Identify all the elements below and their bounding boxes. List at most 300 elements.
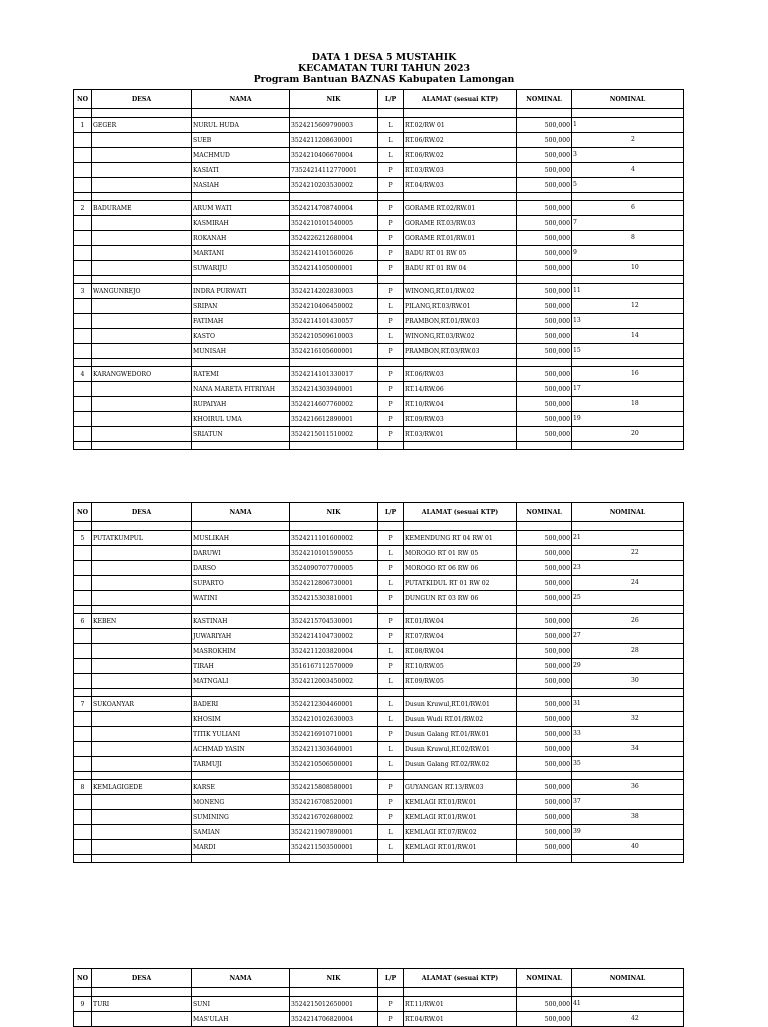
nominal-index: 42 (631, 1015, 639, 1022)
table-row (74, 614, 684, 629)
cell-lp: L (378, 299, 404, 314)
nominal-index: 24 (631, 579, 639, 586)
cell-no (74, 629, 92, 644)
cell-nominal: 500,000 (517, 284, 572, 299)
cell-nominal-index (572, 299, 684, 314)
table-row (74, 246, 684, 261)
cell-nama: ACHMAD YASIN (192, 742, 290, 757)
cell-no (74, 163, 92, 178)
nominal-index: 23 (573, 564, 581, 571)
cell-desa (92, 591, 192, 606)
cell-nik: 3524210406670004 (290, 148, 378, 163)
table-row (74, 344, 684, 359)
cell-no: 8 (74, 780, 92, 795)
column-header: NOMINAL (572, 503, 684, 522)
cell-nik: 3524214101560026 (290, 246, 378, 261)
table-row (74, 840, 684, 855)
cell-desa (92, 382, 192, 397)
cell-nominal: 500,000 (517, 674, 572, 689)
table-row (74, 997, 684, 1012)
cell-nik: 3524090707700005 (290, 561, 378, 576)
cell-nik: 3524216708520001 (290, 795, 378, 810)
nominal-index: 10 (631, 264, 639, 271)
cell-no (74, 644, 92, 659)
cell-alamat: RT.09/RW.05 (404, 674, 517, 689)
nominal-index: 34 (631, 745, 639, 752)
cell-nik: 3524215011510002 (290, 427, 378, 442)
table-row (74, 148, 684, 163)
cell-lp: L (378, 825, 404, 840)
cell-nik: 3524214202830003 (290, 284, 378, 299)
header-row (74, 503, 684, 522)
cell-lp: P (378, 412, 404, 427)
cell-lp: P (378, 284, 404, 299)
table-row (74, 261, 684, 276)
column-header: NAMA (192, 90, 290, 109)
cell-desa: KARANGWEDORO (92, 367, 192, 382)
cell-alamat: RT.07/RW.04 (404, 629, 517, 644)
cell-no (74, 178, 92, 193)
cell-alamat: RT.06/RW.03 (404, 367, 517, 382)
cell-desa (92, 1012, 192, 1027)
cell-lp: L (378, 697, 404, 712)
cell-nik: 3524210406450002 (290, 299, 378, 314)
column-header: NOMINAL (572, 90, 684, 109)
nominal-index: 4 (631, 166, 635, 173)
cell-no (74, 148, 92, 163)
cell-desa (92, 576, 192, 591)
table-row (74, 629, 684, 644)
cell-no (74, 712, 92, 727)
cell-lp: L (378, 546, 404, 561)
cell-desa (92, 178, 192, 193)
cell-lp: P (378, 163, 404, 178)
table-row (74, 201, 684, 216)
cell-nominal-index (572, 231, 684, 246)
column-header: L/P (378, 969, 404, 988)
nominal-index: 32 (631, 715, 639, 722)
cell-nominal: 500,000 (517, 367, 572, 382)
cell-alamat: PRAMBON,RT.01/RW.03 (404, 314, 517, 329)
cell-nominal: 500,000 (517, 178, 572, 193)
cell-alamat: PUTATKIDUL RT 01 RW 02 (404, 576, 517, 591)
cell-no (74, 1012, 92, 1027)
cell-nik: 3524211203820004 (290, 644, 378, 659)
cell-desa (92, 742, 192, 757)
cell-nama: KARSE (192, 780, 290, 795)
cell-lp: L (378, 757, 404, 772)
nominal-index: 19 (573, 415, 581, 422)
cell-desa: TURI (92, 997, 192, 1012)
cell-no (74, 261, 92, 276)
cell-nama: SUEB (192, 133, 290, 148)
column-header: NO (74, 969, 92, 988)
cell-alamat: WINONG,RT.03/RW.02 (404, 329, 517, 344)
cell-nama: SRIATUN (192, 427, 290, 442)
cell-lp: P (378, 780, 404, 795)
cell-nominal-index (572, 712, 684, 727)
cell-lp: P (378, 314, 404, 329)
cell-alamat: RT.14/RW.06 (404, 382, 517, 397)
cell-no: 2 (74, 201, 92, 216)
cell-no (74, 314, 92, 329)
cell-nik: 3524212304460001 (290, 697, 378, 712)
cell-no (74, 382, 92, 397)
cell-no (74, 216, 92, 231)
nominal-index: 12 (631, 302, 639, 309)
cell-alamat: DUNGUN RT 03 RW 06 (404, 591, 517, 606)
column-header: NO (74, 503, 92, 522)
cell-nominal-index (572, 216, 684, 231)
cell-nama: MUNISAH (192, 344, 290, 359)
nominal-index: 39 (573, 828, 581, 835)
table-row (74, 231, 684, 246)
data-table-2 (73, 502, 684, 863)
table-row (74, 727, 684, 742)
spacer-row (74, 276, 684, 284)
cell-desa: GEGER (92, 118, 192, 133)
cell-nama: KHOSIM (192, 712, 290, 727)
cell-no (74, 329, 92, 344)
cell-no: 6 (74, 614, 92, 629)
cell-nama: FATIMAH (192, 314, 290, 329)
nominal-index: 25 (573, 594, 581, 601)
cell-nama: KASIATI (192, 163, 290, 178)
column-header: NAMA (192, 969, 290, 988)
cell-nik: 3524216910710001 (290, 727, 378, 742)
cell-nama: NURUL HUDA (192, 118, 290, 133)
cell-nik: 3524210506500001 (290, 757, 378, 772)
cell-nominal: 500,000 (517, 531, 572, 546)
cell-nik: 3524215808580001 (290, 780, 378, 795)
cell-nama: JUWARIYAH (192, 629, 290, 644)
cell-nominal: 500,000 (517, 314, 572, 329)
cell-lp: P (378, 561, 404, 576)
table-row (74, 382, 684, 397)
cell-desa (92, 674, 192, 689)
nominal-index: 27 (573, 632, 581, 639)
table-row (74, 118, 684, 133)
cell-nama: MONENG (192, 795, 290, 810)
cell-nominal: 500,000 (517, 261, 572, 276)
column-header: DESA (92, 503, 192, 522)
table-row (74, 1012, 684, 1027)
cell-nominal: 500,000 (517, 299, 572, 314)
table-row (74, 412, 684, 427)
cell-no: 1 (74, 118, 92, 133)
cell-nama: KASTO (192, 329, 290, 344)
cell-nominal: 500,000 (517, 216, 572, 231)
nominal-index: 37 (573, 798, 581, 805)
cell-lp: L (378, 840, 404, 855)
cell-nominal-index (572, 742, 684, 757)
cell-desa (92, 261, 192, 276)
cell-nik: 3524215609790003 (290, 118, 378, 133)
cell-desa (92, 231, 192, 246)
cell-desa: KEMLAGIGEDE (92, 780, 192, 795)
cell-nama: MACHMUD (192, 148, 290, 163)
cell-no: 5 (74, 531, 92, 546)
cell-nik: 3524211101600002 (290, 531, 378, 546)
cell-nama: BADERI (192, 697, 290, 712)
cell-desa (92, 757, 192, 772)
cell-nominal: 500,000 (517, 546, 572, 561)
cell-lp: L (378, 118, 404, 133)
cell-nik: 73524214112770001 (290, 163, 378, 178)
cell-nama: MASROKHIM (192, 644, 290, 659)
table-row (74, 644, 684, 659)
cell-desa: BADURAME (92, 201, 192, 216)
cell-alamat: RT.03/RW.03 (404, 163, 517, 178)
cell-lp: P (378, 216, 404, 231)
cell-no (74, 412, 92, 427)
cell-desa (92, 344, 192, 359)
table-row (74, 397, 684, 412)
cell-desa: SUKOANYAR (92, 697, 192, 712)
table-row (74, 591, 684, 606)
cell-nama: SUMINING (192, 810, 290, 825)
nominal-index: 3 (573, 151, 577, 158)
cell-lp: P (378, 397, 404, 412)
table-row (74, 810, 684, 825)
cell-nominal: 500,000 (517, 163, 572, 178)
column-header: NOMINAL (517, 503, 572, 522)
cell-nama: RUPAIYAH (192, 397, 290, 412)
cell-lp: L (378, 148, 404, 163)
cell-nominal-index (572, 840, 684, 855)
cell-desa (92, 727, 192, 742)
column-header: DESA (92, 90, 192, 109)
cell-nominal-index (572, 757, 684, 772)
cell-lp: P (378, 591, 404, 606)
cell-nik: 3524214303940001 (290, 382, 378, 397)
cell-nama: DARSO (192, 561, 290, 576)
cell-desa (92, 546, 192, 561)
cell-nominal: 500,000 (517, 246, 572, 261)
cell-nominal: 500,000 (517, 727, 572, 742)
table-row (74, 674, 684, 689)
cell-lp: P (378, 427, 404, 442)
cell-alamat: KEMLAGI RT.01/RW.01 (404, 810, 517, 825)
nominal-index: 41 (573, 1000, 581, 1007)
cell-alamat: GORAME RT.01/RW.01 (404, 231, 517, 246)
cell-nominal-index (572, 825, 684, 840)
cell-alamat: Dusun Galang RT.02/RW.02 (404, 757, 517, 772)
cell-nominal: 500,000 (517, 148, 572, 163)
cell-nominal: 500,000 (517, 118, 572, 133)
cell-lp: L (378, 674, 404, 689)
cell-nik: 3516167112570009 (290, 659, 378, 674)
cell-desa (92, 561, 192, 576)
cell-desa (92, 659, 192, 674)
nominal-index: 16 (631, 370, 639, 377)
cell-nik: 3524211907890001 (290, 825, 378, 840)
table-row (74, 742, 684, 757)
nominal-index: 29 (573, 662, 581, 669)
table-row (74, 659, 684, 674)
cell-nominal-index (572, 261, 684, 276)
cell-alamat: MOROGO RT 01 RW 05 (404, 546, 517, 561)
cell-nik: 3524211503500001 (290, 840, 378, 855)
nominal-index: 15 (573, 347, 581, 354)
cell-nominal-index (572, 1012, 684, 1027)
cell-nik: 3524214101430057 (290, 314, 378, 329)
cell-nama: RATEMI (192, 367, 290, 382)
spacer-row (74, 193, 684, 201)
cell-alamat: RT.10/RW.05 (404, 659, 517, 674)
cell-lp: P (378, 531, 404, 546)
cell-nominal: 500,000 (517, 561, 572, 576)
cell-nominal: 500,000 (517, 795, 572, 810)
cell-nama: TIRAH (192, 659, 290, 674)
cell-nama: WATINI (192, 591, 290, 606)
cell-alamat: RT.06/RW.02 (404, 148, 517, 163)
cell-alamat: RT.02/RW 01 (404, 118, 517, 133)
cell-nominal-index (572, 163, 684, 178)
cell-alamat: GORAME RT.02/RW.01 (404, 201, 517, 216)
column-header: DESA (92, 969, 192, 988)
cell-nominal-index (572, 201, 684, 216)
cell-nik: 3524216702680002 (290, 810, 378, 825)
cell-nik: 3524214708740004 (290, 201, 378, 216)
cell-nominal-index (572, 314, 684, 329)
cell-nominal-index (572, 382, 684, 397)
cell-nominal-index (572, 659, 684, 674)
cell-nama: KHOIRUL UMA (192, 412, 290, 427)
cell-lp: P (378, 810, 404, 825)
cell-nama: MARDI (192, 840, 290, 855)
cell-lp: L (378, 133, 404, 148)
cell-alamat: MOROGO RT 06 RW 06 (404, 561, 517, 576)
column-header: NAMA (192, 503, 290, 522)
column-header: NIK (290, 503, 378, 522)
cell-alamat: Dusun Kruwul,RT.02/RW.01 (404, 742, 517, 757)
nominal-index: 9 (573, 249, 577, 256)
cell-no (74, 674, 92, 689)
cell-nama: MUSLIKAH (192, 531, 290, 546)
spacer-row (74, 606, 684, 614)
cell-nama: ROKANAH (192, 231, 290, 246)
cell-nik: 3524214104730002 (290, 629, 378, 644)
nominal-index: 13 (573, 317, 581, 324)
cell-no (74, 133, 92, 148)
table-row (74, 163, 684, 178)
cell-desa (92, 427, 192, 442)
document-title (0, 52, 768, 85)
spacer-row (74, 522, 684, 531)
cell-nik: 3524214706820004 (290, 1012, 378, 1027)
cell-nama: MARTANI (192, 246, 290, 261)
cell-nominal: 500,000 (517, 133, 572, 148)
cell-nama: TITIK YULIANI (192, 727, 290, 742)
cell-no (74, 742, 92, 757)
nominal-index: 17 (573, 385, 581, 392)
cell-nik: 3524211303640001 (290, 742, 378, 757)
cell-lp: P (378, 614, 404, 629)
table-row (74, 757, 684, 772)
title-line-2: KECAMATAN TURI TAHUN 2023 (297, 63, 471, 74)
column-header: ALAMAT (sesuai KTP) (404, 90, 517, 109)
table-row (74, 178, 684, 193)
cell-desa (92, 163, 192, 178)
cell-nama: SRIPAN (192, 299, 290, 314)
cell-nominal-index (572, 367, 684, 382)
nominal-index: 20 (631, 430, 639, 437)
cell-nominal-index (572, 148, 684, 163)
cell-nominal: 500,000 (517, 629, 572, 644)
cell-nominal: 500,000 (517, 825, 572, 840)
cell-nominal-index (572, 810, 684, 825)
nominal-index: 5 (573, 181, 577, 188)
cell-desa (92, 712, 192, 727)
spacer-row (74, 772, 684, 780)
cell-nama: SAMIAN (192, 825, 290, 840)
cell-alamat: RT.06/RW.02 (404, 133, 517, 148)
cell-nominal-index (572, 412, 684, 427)
column-header: L/P (378, 90, 404, 109)
cell-desa: WANGUNREJO (92, 284, 192, 299)
table-row (74, 427, 684, 442)
header-row (74, 969, 684, 988)
cell-nik: 3524226212680004 (290, 231, 378, 246)
table-row (74, 712, 684, 727)
cell-alamat: RT.04/RW.03 (404, 178, 517, 193)
cell-nik: 3524216612890001 (290, 412, 378, 427)
cell-nominal: 500,000 (517, 344, 572, 359)
cell-nominal-index (572, 727, 684, 742)
table-row (74, 133, 684, 148)
column-header: NOMINAL (572, 969, 684, 988)
cell-no (74, 299, 92, 314)
cell-lp: P (378, 178, 404, 193)
cell-alamat: RT.11/RW.01 (404, 997, 517, 1012)
cell-no (74, 231, 92, 246)
cell-nominal: 500,000 (517, 712, 572, 727)
nominal-index: 2 (631, 136, 635, 143)
cell-desa (92, 795, 192, 810)
cell-nominal-index (572, 795, 684, 810)
cell-nominal-index (572, 118, 684, 133)
cell-lp: P (378, 382, 404, 397)
table-row (74, 314, 684, 329)
cell-nik: 3524215303810001 (290, 591, 378, 606)
cell-alamat: KEMLAGI RT.01/RW.01 (404, 840, 517, 855)
cell-lp: P (378, 344, 404, 359)
nominal-index: 21 (573, 534, 581, 541)
cell-nominal-index (572, 644, 684, 659)
data-table-3 (73, 968, 684, 1027)
spacer-row (74, 855, 684, 863)
spacer-row (74, 359, 684, 367)
cell-no (74, 659, 92, 674)
cell-nominal: 500,000 (517, 997, 572, 1012)
cell-nik: 3524210203530002 (290, 178, 378, 193)
cell-alamat: RT.09/RW.03 (404, 412, 517, 427)
spacer-row (74, 988, 684, 997)
nominal-index: 11 (573, 287, 581, 294)
table-row (74, 284, 684, 299)
spacer-row (74, 442, 684, 450)
cell-lp: P (378, 997, 404, 1012)
cell-nominal: 500,000 (517, 329, 572, 344)
cell-alamat: PRAMBON,RT.03/RW.03 (404, 344, 517, 359)
cell-nama: DARUWI (192, 546, 290, 561)
cell-no (74, 757, 92, 772)
table-row (74, 697, 684, 712)
cell-nik: 3524215012650001 (290, 997, 378, 1012)
column-header: L/P (378, 503, 404, 522)
cell-lp: P (378, 1012, 404, 1027)
